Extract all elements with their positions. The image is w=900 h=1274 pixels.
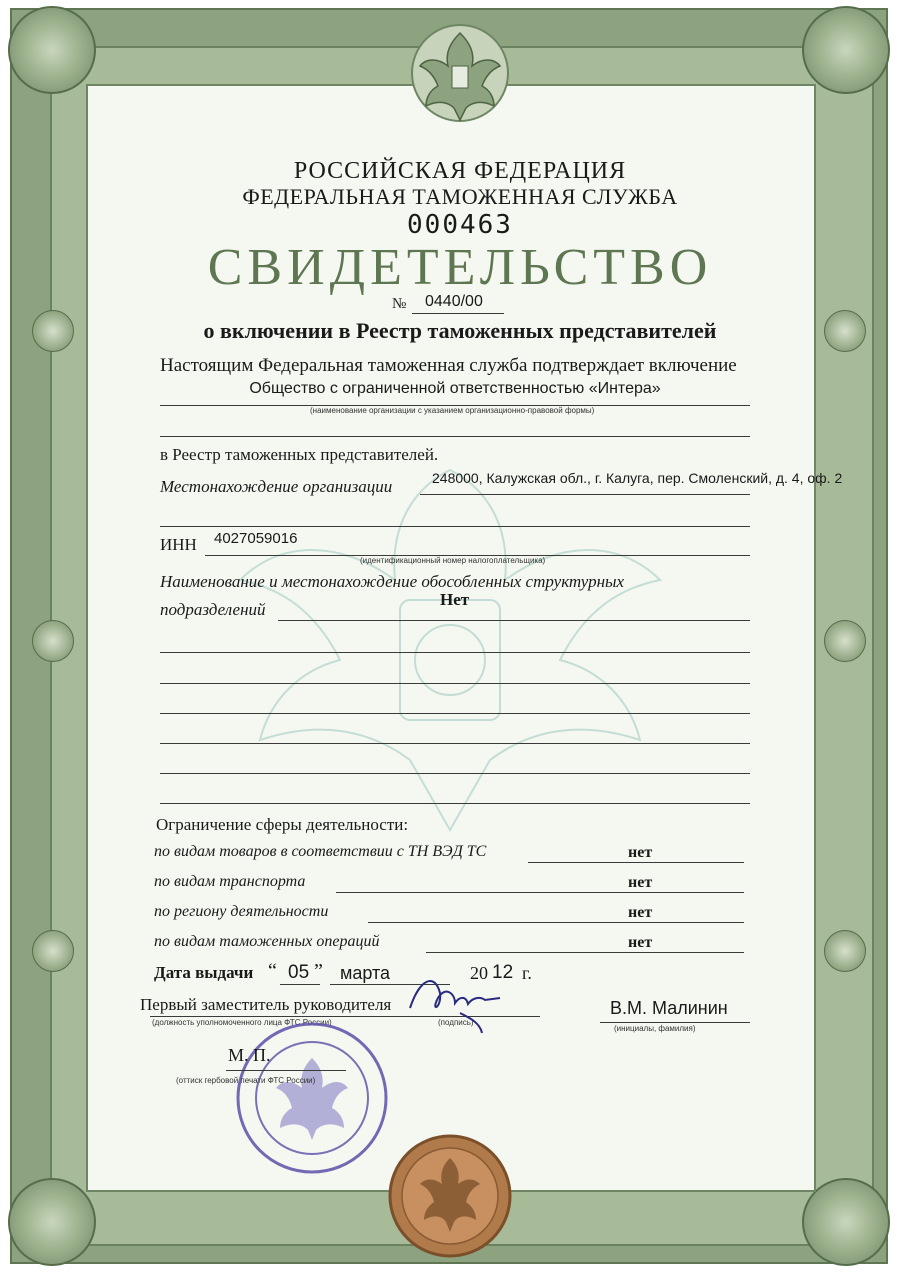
restriction-region-label: по региону деятельности	[154, 903, 329, 920]
restriction-line	[528, 862, 744, 863]
registry-text: в Реестр таможенных представителей.	[160, 445, 439, 464]
close-quote: ”	[314, 960, 323, 982]
official-stamp-icon	[232, 1018, 392, 1178]
location-value: 248000, Калужская обл., г. Калуга, пер. Смоленский, д. 4, оф. 2	[432, 470, 843, 486]
issue-year-suffix: 12	[492, 962, 514, 983]
branches-label-line2: подразделений	[160, 600, 266, 619]
organization-name: Общество с ограниченной ответственностью «Интера»	[249, 380, 661, 397]
blank-line	[160, 743, 750, 744]
issue-year-unit: г.	[522, 963, 532, 983]
restriction-line	[368, 922, 744, 923]
coat-of-arms-icon	[410, 18, 510, 128]
open-quote: “	[268, 960, 277, 982]
restriction-operations-label: по видам таможенных операций	[154, 933, 380, 950]
issue-year-prefix: 20	[470, 963, 488, 983]
corner-rosette-icon	[802, 6, 890, 94]
blank-line	[160, 652, 750, 653]
side-rosette-icon	[32, 930, 74, 972]
name-caption: (инициалы, фамилия)	[614, 1024, 696, 1033]
org-caption: (наименование организации с указанием организационно-правовой формы)	[310, 406, 595, 415]
stamp-label: М. П.	[228, 1045, 271, 1065]
location-label: Местонахождение организации	[160, 477, 393, 496]
signature-caption: (подпись)	[438, 1018, 474, 1027]
document-subtitle: о включении в Реестр таможенных представителей	[203, 318, 717, 343]
issue-day: 05	[288, 962, 310, 983]
restriction-goods-label: по видам товаров в соответствии с ТН ВЭД ТС	[154, 843, 487, 860]
side-rosette-icon	[824, 930, 866, 972]
side-rosette-icon	[32, 620, 74, 662]
blank-line	[160, 773, 750, 774]
branches-label-line1: Наименование и местонахождение обособленных структурных	[160, 572, 625, 591]
signature-icon	[400, 968, 510, 1038]
restriction-line	[336, 892, 744, 893]
corner-rosette-icon	[8, 1178, 96, 1266]
restriction-goods-value: нет	[628, 844, 653, 861]
number-underline	[412, 313, 504, 314]
blank-line	[160, 803, 750, 804]
location-line	[420, 494, 750, 495]
inn-label: ИНН	[160, 535, 197, 554]
side-rosette-icon	[824, 310, 866, 352]
issue-date-label: Дата выдачи	[154, 963, 254, 982]
number-prefix: №	[392, 296, 407, 312]
position-caption: (должность уполномоченного лица ФТС России)	[152, 1018, 332, 1027]
branches-value: Нет	[440, 590, 470, 609]
serial-number: 000463	[407, 210, 513, 240]
corner-rosette-icon	[8, 6, 96, 94]
issue-month: марта	[340, 963, 391, 983]
country-name: РОССИЙСКАЯ ФЕДЕРАЦИЯ	[293, 158, 627, 184]
blank-line	[160, 683, 750, 684]
side-rosette-icon	[32, 310, 74, 352]
inn-value: 4027059016	[214, 530, 298, 547]
stamp-caption: (оттиск гербовой печати ФТС России)	[176, 1076, 316, 1085]
name-line	[600, 1022, 750, 1023]
day-line	[280, 984, 320, 985]
restrictions-heading: Ограничение сферы деятельности:	[156, 815, 409, 834]
branches-line	[278, 620, 750, 621]
restriction-line	[426, 952, 744, 953]
signatory-name: В.М. Малинин	[610, 998, 728, 1018]
signatory-position: Первый заместитель руководителя	[140, 995, 392, 1014]
side-rosette-icon	[824, 620, 866, 662]
blank-line	[160, 713, 750, 714]
inn-caption: (идентификационный номер налогоплательщика)	[360, 556, 546, 565]
restriction-region-value: нет	[628, 904, 653, 921]
agency-name: ФЕДЕРАЛЬНАЯ ТАМОЖЕННАЯ СЛУЖБА	[242, 184, 678, 209]
stamp-line	[226, 1070, 346, 1071]
document-title: СВИДЕТЕЛЬСТВО	[207, 239, 713, 296]
location-line-2	[160, 526, 750, 527]
restriction-transport-value: нет	[628, 874, 653, 891]
intro-text: Настоящим Федеральная таможенная служба подтверждает включение	[160, 355, 737, 376]
hologram-seal-icon	[388, 1134, 512, 1258]
restriction-operations-value: нет	[628, 934, 653, 951]
certificate-number: 0440/00	[425, 293, 483, 310]
restriction-transport-label: по видам транспорта	[154, 873, 306, 890]
org-line-2	[160, 436, 750, 437]
